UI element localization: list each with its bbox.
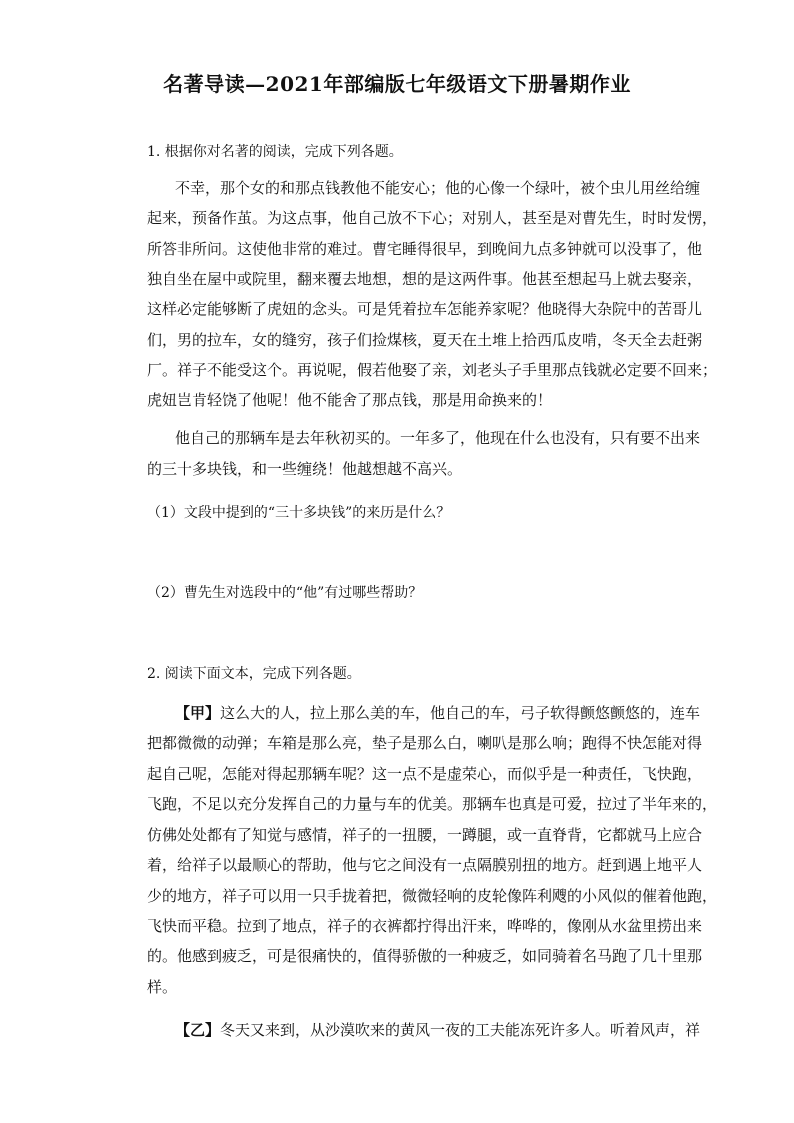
q2-jia-line: 飞快而平稳。拉到了地点，祥子的衣裤都拧得出汗来，哗哗的，像刚从水盆里捞出来 [147,917,703,935]
q1-para1-line: 虎妞岂肯轻饶了他呢！他不能舍了那点钱，那是用命换来的！ [147,391,553,409]
yi-first-text: 冬天又来到，从沙漠吹来的黄风一夜的工夫能冻死许多人。听着风声，祥 [220,1021,701,1039]
q1-para1-line: 独自坐在屋中或院里，翻来覆去地想，想的是这两件事。他甚至想起马上就去娶亲， [147,270,703,288]
q1-subquestion-2: （2）曹先生对选段中的“他”有过哪些帮助？ [147,585,423,601]
q1-para1-line: 们，男的拉车，女的缝穷，孩子们捡煤核，夏天在土堆上拾西瓜皮啃，冬天全去赶粥 [147,331,703,349]
q2-jia-line: 飞跑，不足以充分发挥自己的力量与车的优美。那辆车也真是可爱，拉过了半年来的， [147,795,718,813]
q1-para1-line: 厂。祥子不能受这个。再说呢，假若他娶了亲，刘老头子手里那点钱就必定要不回来； [147,361,718,379]
yi-marker: 【乙】 [175,1021,221,1039]
page-title: 名著导读—2021年部编版七年级语文下册暑期作业 [163,72,631,96]
q2-jia-line: 少的地方，祥子可以用一只手拢着把，微微轻响的皮轮像阵利飕的小风似的催着他跑， [147,887,718,905]
q1-para2-line: 他自己的那辆车是去年秋初买的。一年多了，他现在什么也没有，只有要不出来 [175,429,701,447]
q2-jia-line: 样。 [147,978,178,996]
q1-para1-line: 不幸，那个女的和那点钱教他不能安心；他的心像一个绿叶，被个虫儿用丝给缠 [175,179,701,197]
jia-marker: 【甲】 [175,704,221,722]
q1-para1-line: 这样必定能够断了虎妞的念头。可是凭着拉车怎能养家呢？他晓得大杂院中的苦哥儿 [147,300,703,318]
jia-first-text: 这么大的人，拉上那么美的车，他自己的车，弓子软得颤悠颤悠的，连车 [220,704,701,722]
q2-jia-first-line [175,703,700,723]
q1-para1-line: 所答非所问。这使他非常的难过。曹宅睡得很早，到晚间九点多钟就可以没事了，他 [147,240,703,258]
q2-jia-line: 起自己呢，怎能对得起那辆车呢？这一点不是虚荣心，而似乎是一种责任，飞快跑， [147,765,703,783]
q1-para2-line: 的三十多块钱，和一些缠绕！他越想越不高兴。 [147,460,463,478]
q2-jia-line: 仿佛处处都有了知觉与感情，祥子的一扭腰，一蹲腿，或一直脊背，它都就马上应合 [147,826,703,844]
q1-subquestion-1: （1）文段中提到的“三十多块钱”的来历是什么？ [147,505,451,521]
q2-jia-line: 着，给祥子以最顺心的帮助，他与它之间没有一点隔膜别扭的地方。赶到遇上地平人 [147,856,703,874]
q2-yi-first-line [175,1020,700,1040]
q2-jia-line: 把都微微的动弹；车箱是那么亮，垫子是那么白，喇叭是那么响；跑得不快怎能对得 [147,734,703,752]
q2-jia-line: 的。他感到疲乏，可是很痛快的，值得骄傲的一种疲乏，如同骑着名马跑了几十里那 [147,947,703,965]
question-1-heading: 1. 根据你对名著的阅读，完成下列各题。 [147,144,403,160]
question-2-heading: 2. 阅读下面文本，完成下列各题。 [147,666,361,682]
q1-para1-line: 起来，预备作茧。为这点事，他自己放不下心；对别人，甚至是对曹先生，时时发愣， [147,209,718,227]
